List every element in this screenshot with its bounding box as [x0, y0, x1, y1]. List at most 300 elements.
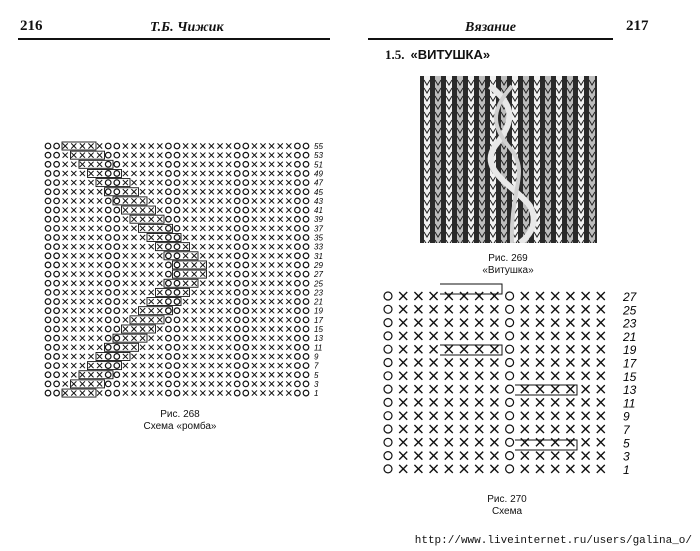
purl-symbol: [243, 253, 249, 259]
row-number: 43: [314, 196, 323, 206]
knit-symbol: [123, 180, 128, 185]
purl-symbol: [506, 292, 514, 300]
knit-symbol: [226, 372, 231, 377]
knit-symbol: [269, 189, 274, 194]
knit-symbol: [260, 272, 265, 277]
purl-symbol: [105, 308, 111, 314]
vitushka-knitting-chart: [380, 282, 690, 492]
purl-symbol: [114, 189, 120, 195]
knit-symbol: [131, 372, 136, 377]
purl-symbol: [506, 452, 514, 460]
knit-symbol: [209, 363, 214, 368]
page-number-right: 217: [626, 18, 649, 34]
purl-symbol: [114, 152, 120, 158]
purl-symbol: [174, 363, 180, 369]
knit-symbol: [209, 354, 214, 359]
knit-symbol: [88, 153, 93, 158]
knit-symbol: [269, 207, 274, 212]
purl-symbol: [174, 198, 180, 204]
knit-symbol: [200, 317, 205, 322]
knit-symbol: [157, 162, 162, 167]
purl-symbol: [384, 398, 392, 406]
knit-symbol: [445, 345, 453, 353]
purl-symbol: [384, 438, 392, 446]
purl-symbol: [166, 308, 172, 314]
knit-symbol: [260, 244, 265, 249]
knit-symbol: [80, 390, 85, 395]
row-number: 1: [623, 462, 630, 477]
purl-symbol: [234, 253, 240, 259]
knit-symbol: [490, 359, 498, 367]
knit-symbol: [131, 226, 136, 231]
knit-symbol: [597, 452, 605, 460]
knit-symbol: [149, 171, 154, 176]
knit-symbol: [490, 292, 498, 300]
knit-symbol: [80, 363, 85, 368]
purl-symbol: [303, 381, 309, 387]
knit-symbol: [88, 180, 93, 185]
purl-symbol: [295, 244, 301, 250]
purl-symbol: [105, 335, 111, 341]
purl-symbol: [166, 335, 172, 341]
purl-symbol: [234, 171, 240, 177]
knit-symbol: [217, 308, 222, 313]
purl-symbol: [166, 152, 172, 158]
purl-symbol: [506, 385, 514, 393]
row-number: 53: [314, 151, 323, 161]
knit-symbol: [269, 363, 274, 368]
knit-symbol: [200, 381, 205, 386]
knit-symbol: [183, 253, 188, 258]
knit-symbol: [430, 319, 438, 327]
knit-symbol: [192, 189, 197, 194]
knit-symbol: [445, 452, 453, 460]
knit-symbol: [597, 372, 605, 380]
figure-269-label: Рис. 269: [488, 253, 528, 264]
knit-symbol: [278, 299, 283, 304]
cable-cross-marker: [156, 288, 190, 296]
knit-symbol: [226, 363, 231, 368]
knit-symbol: [286, 326, 291, 331]
page-number-left: 216: [20, 18, 43, 34]
knit-symbol: [490, 398, 498, 406]
row-number: 13: [314, 334, 323, 344]
knit-symbol: [71, 226, 76, 231]
knit-symbol: [140, 372, 145, 377]
knit-symbol: [71, 290, 76, 295]
knit-symbol: [414, 385, 422, 393]
knit-symbol: [269, 198, 274, 203]
purl-symbol: [54, 335, 60, 341]
knit-symbol: [80, 345, 85, 350]
knit-symbol: [192, 308, 197, 313]
knit-symbol: [226, 143, 231, 148]
knit-symbol: [192, 143, 197, 148]
knit-symbol: [269, 235, 274, 240]
knit-symbol: [192, 253, 197, 258]
knit-symbol: [157, 354, 162, 359]
purl-symbol: [174, 290, 180, 296]
purl-symbol: [234, 189, 240, 195]
knit-symbol: [131, 235, 136, 240]
knit-symbol: [63, 217, 68, 222]
row-number: 35: [314, 233, 323, 243]
knit-symbol: [430, 332, 438, 340]
figure-270-title: Схема: [491, 506, 523, 517]
purl-symbol: [45, 143, 51, 149]
purl-symbol: [243, 390, 249, 396]
purl-symbol: [174, 308, 180, 314]
knit-symbol: [217, 244, 222, 249]
knit-symbol: [460, 332, 468, 340]
knit-symbol: [71, 153, 76, 158]
knit-symbol: [63, 317, 68, 322]
knit-symbol: [217, 336, 222, 341]
knit-symbol: [475, 345, 483, 353]
knit-symbol: [278, 363, 283, 368]
knit-symbol: [63, 326, 68, 331]
knit-symbol: [286, 244, 291, 249]
section-title: «ВИТУШКА»: [410, 47, 491, 62]
purl-symbol: [243, 345, 249, 351]
knit-symbol: [582, 452, 590, 460]
knit-symbol: [149, 162, 154, 167]
knit-symbol: [97, 189, 102, 194]
knit-symbol: [217, 290, 222, 295]
knit-symbol: [551, 465, 559, 473]
knit-symbol: [445, 438, 453, 446]
knit-symbol: [278, 235, 283, 240]
knit-symbol: [97, 308, 102, 313]
knit-symbol: [551, 359, 559, 367]
knit-symbol: [566, 359, 574, 367]
knit-symbol: [217, 253, 222, 258]
knit-symbol: [131, 153, 136, 158]
knit-symbol: [226, 244, 231, 249]
purl-symbol: [166, 280, 172, 286]
knit-symbol: [97, 253, 102, 258]
knit-symbol: [140, 336, 145, 341]
knit-symbol: [183, 345, 188, 350]
knit-symbol: [414, 359, 422, 367]
purl-symbol: [234, 143, 240, 149]
knit-symbol: [399, 305, 407, 313]
knit-symbol: [157, 207, 162, 212]
knit-symbol: [209, 207, 214, 212]
knit-symbol: [551, 305, 559, 313]
knit-symbol: [63, 171, 68, 176]
purl-symbol: [295, 290, 301, 296]
knit-symbol: [521, 292, 529, 300]
purl-symbol: [54, 345, 60, 351]
purl-symbol: [166, 244, 172, 250]
knit-symbol: [278, 180, 283, 185]
knit-symbol: [63, 345, 68, 350]
knit-symbol: [157, 336, 162, 341]
knit-symbol: [71, 180, 76, 185]
knit-symbol: [131, 162, 136, 167]
purl-symbol: [105, 198, 111, 204]
knit-symbol: [131, 171, 136, 176]
knit-symbol: [226, 390, 231, 395]
knit-symbol: [123, 189, 128, 194]
purl-symbol: [114, 171, 120, 177]
knit-symbol: [551, 372, 559, 380]
purl-symbol: [174, 326, 180, 332]
knit-symbol: [80, 272, 85, 277]
knit-symbol: [269, 171, 274, 176]
purl-symbol: [506, 319, 514, 327]
row-number: 5: [314, 370, 319, 380]
knit-symbol: [597, 305, 605, 313]
knit-symbol: [551, 385, 559, 393]
knit-symbol: [209, 299, 214, 304]
knit-symbol: [252, 253, 257, 258]
purl-symbol: [174, 335, 180, 341]
knit-symbol: [88, 207, 93, 212]
purl-symbol: [54, 253, 60, 259]
knit-symbol: [217, 153, 222, 158]
purl-symbol: [54, 262, 60, 268]
knit-symbol: [582, 465, 590, 473]
knit-symbol: [123, 372, 128, 377]
knit-symbol: [597, 332, 605, 340]
purl-symbol: [506, 398, 514, 406]
knit-symbol: [226, 171, 231, 176]
knit-symbol: [551, 332, 559, 340]
purl-symbol: [303, 262, 309, 268]
purl-symbol: [166, 171, 172, 177]
knit-symbol: [88, 372, 93, 377]
knit-symbol: [566, 398, 574, 406]
knit-symbol: [536, 465, 544, 473]
knit-symbol: [209, 262, 214, 267]
knit-symbol: [286, 198, 291, 203]
knit-symbol: [71, 272, 76, 277]
knit-symbol: [286, 372, 291, 377]
knit-symbol: [97, 162, 102, 167]
purl-symbol: [166, 290, 172, 296]
knit-symbol: [445, 385, 453, 393]
row-number: 1: [314, 389, 319, 399]
purl-symbol: [114, 143, 120, 149]
knit-symbol: [269, 326, 274, 331]
knit-symbol: [536, 398, 544, 406]
purl-symbol: [45, 171, 51, 177]
knit-symbol: [286, 189, 291, 194]
purl-symbol: [114, 372, 120, 378]
knit-symbol: [63, 363, 68, 368]
knit-symbol: [140, 354, 145, 359]
knit-symbol: [157, 381, 162, 386]
purl-symbol: [166, 354, 172, 360]
purl-symbol: [506, 372, 514, 380]
row-number: 25: [314, 279, 323, 289]
knit-symbol: [71, 244, 76, 249]
knit-symbol: [183, 381, 188, 386]
knit-symbol: [260, 235, 265, 240]
knit-symbol: [97, 244, 102, 249]
knit-symbol: [260, 326, 265, 331]
knit-symbol: [269, 354, 274, 359]
purl-symbol: [45, 363, 51, 369]
knit-symbol: [286, 153, 291, 158]
knit-symbol: [260, 143, 265, 148]
knit-symbol: [200, 244, 205, 249]
knit-symbol: [140, 180, 145, 185]
website-watermark: http://www.liveinternet.ru/users/galina_o/: [414, 535, 692, 547]
knit-symbol: [88, 217, 93, 222]
purl-symbol: [243, 335, 249, 341]
knit-symbol: [399, 412, 407, 420]
purl-symbol: [303, 235, 309, 241]
purl-symbol: [243, 189, 249, 195]
knit-symbol: [414, 292, 422, 300]
knit-symbol: [123, 381, 128, 386]
knit-symbol: [278, 253, 283, 258]
knit-symbol: [183, 390, 188, 395]
knit-symbol: [226, 162, 231, 167]
knit-symbol: [286, 217, 291, 222]
knit-symbol: [71, 354, 76, 359]
knit-symbol: [80, 244, 85, 249]
knit-symbol: [63, 189, 68, 194]
knit-symbol: [430, 438, 438, 446]
knit-symbol: [399, 465, 407, 473]
knit-symbol: [123, 153, 128, 158]
knit-symbol: [88, 235, 93, 240]
knit-symbol: [536, 425, 544, 433]
knit-symbol: [97, 180, 102, 185]
cable-cross-marker: [440, 284, 502, 294]
knit-symbol: [123, 354, 128, 359]
knit-symbol: [490, 332, 498, 340]
knit-symbol: [183, 336, 188, 341]
knit-symbol: [149, 217, 154, 222]
knit-symbol: [200, 345, 205, 350]
knit-symbol: [269, 317, 274, 322]
purl-symbol: [243, 152, 249, 158]
knit-symbol: [149, 326, 154, 331]
knit-symbol: [260, 317, 265, 322]
knit-symbol: [131, 390, 136, 395]
knit-symbol: [252, 162, 257, 167]
knit-symbol: [123, 226, 128, 231]
purl-symbol: [114, 207, 120, 213]
knit-symbol: [226, 262, 231, 267]
section-heading: [385, 47, 490, 63]
knit-symbol: [278, 326, 283, 331]
purl-symbol: [54, 271, 60, 277]
knit-symbol: [157, 217, 162, 222]
purl-symbol: [45, 152, 51, 158]
knit-symbol: [192, 281, 197, 286]
purl-symbol: [234, 216, 240, 222]
knit-symbol: [209, 189, 214, 194]
knit-symbol: [71, 363, 76, 368]
purl-symbol: [295, 326, 301, 332]
knit-symbol: [252, 336, 257, 341]
knit-symbol: [475, 398, 483, 406]
knit-symbol: [460, 398, 468, 406]
knit-symbol: [192, 262, 197, 267]
knit-symbol: [226, 272, 231, 277]
purl-symbol: [54, 308, 60, 314]
purl-symbol: [45, 299, 51, 305]
knit-symbol: [192, 217, 197, 222]
knit-symbol: [217, 372, 222, 377]
row-number: 21: [314, 297, 323, 307]
purl-symbol: [166, 345, 172, 351]
knit-symbol: [97, 317, 102, 322]
purl-symbol: [506, 359, 514, 367]
knit-symbol: [80, 162, 85, 167]
knit-symbol: [226, 290, 231, 295]
knit-symbol: [183, 153, 188, 158]
row-number: 27: [314, 270, 323, 280]
purl-symbol: [174, 244, 180, 250]
knit-symbol: [183, 244, 188, 249]
knit-symbol: [430, 359, 438, 367]
knit-symbol: [260, 153, 265, 158]
knit-symbol: [566, 345, 574, 353]
knit-symbol: [278, 244, 283, 249]
knit-symbol: [88, 143, 93, 148]
knit-symbol: [140, 226, 145, 231]
knit-symbol: [430, 425, 438, 433]
purl-symbol: [234, 335, 240, 341]
knit-symbol: [260, 180, 265, 185]
knit-symbol: [414, 305, 422, 313]
knit-symbol: [183, 354, 188, 359]
purl-symbol: [384, 465, 392, 473]
knit-symbol: [88, 299, 93, 304]
knit-symbol: [536, 292, 544, 300]
knit-symbol: [597, 385, 605, 393]
knit-symbol: [149, 153, 154, 158]
knit-symbol: [475, 425, 483, 433]
purl-symbol: [54, 180, 60, 186]
knit-symbol: [260, 381, 265, 386]
knit-symbol: [192, 336, 197, 341]
purl-symbol: [105, 317, 111, 323]
purl-symbol: [54, 216, 60, 222]
purl-symbol: [45, 162, 51, 168]
knit-symbol: [475, 412, 483, 420]
purl-symbol: [384, 332, 392, 340]
purl-symbol: [54, 381, 60, 387]
knit-symbol: [460, 345, 468, 353]
knit-symbol: [63, 281, 68, 286]
row-number: 15: [314, 325, 323, 334]
knit-symbol: [131, 308, 136, 313]
knit-symbol: [183, 198, 188, 203]
knit-symbol: [63, 299, 68, 304]
knit-symbol: [252, 372, 257, 377]
knit-symbol: [149, 363, 154, 368]
knit-symbol: [490, 438, 498, 446]
knit-symbol: [71, 262, 76, 267]
purl-symbol: [114, 216, 120, 222]
knit-symbol: [149, 390, 154, 395]
purl-symbol: [174, 390, 180, 396]
purl-symbol: [234, 317, 240, 323]
knit-symbol: [97, 354, 102, 359]
figure-269-title: «Витушка»: [482, 265, 534, 276]
knit-symbol: [252, 381, 257, 386]
purl-symbol: [166, 226, 172, 232]
knit-symbol: [260, 162, 265, 167]
